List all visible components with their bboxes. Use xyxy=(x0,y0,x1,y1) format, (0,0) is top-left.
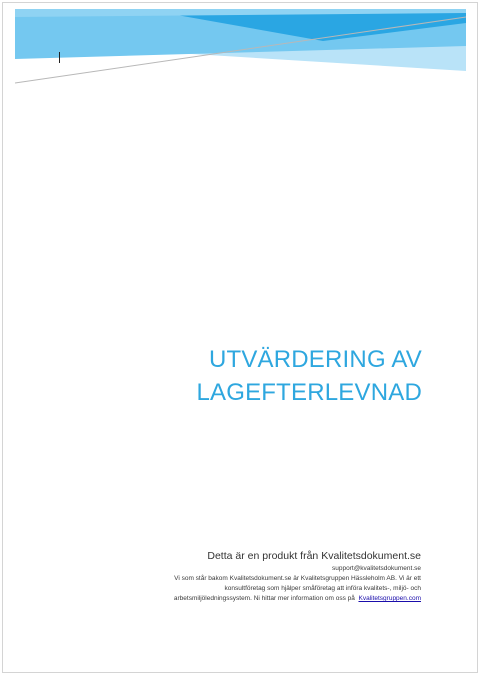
title-line-1: UTVÄRDERING AV xyxy=(208,346,422,373)
about-line-3 xyxy=(101,594,421,604)
support-email: support@kvalitetsdokument.se xyxy=(332,565,421,572)
kvalitetsgruppen-link[interactable]: Kvalitetsgruppen.com xyxy=(358,595,421,602)
header-banner xyxy=(3,3,479,93)
document-page[interactable] xyxy=(2,2,478,673)
text-cursor xyxy=(59,52,60,63)
title-line-2: LAGEFTERLEVNAD xyxy=(196,379,422,406)
about-line-2: konsultföretag som hjälper småföretag att införa kvalitets-, miljö- och xyxy=(224,585,421,592)
document-footer xyxy=(101,549,421,604)
about-line-3-text: arbetsmiljöledningssystem. Ni hittar mer information om oss på xyxy=(173,595,359,602)
document-title xyxy=(196,343,422,409)
about-line-1: Vi som står bakom Kvalitetsdokument.se är Kvalitetsgruppen Hässleholm AB. Vi är ett xyxy=(174,575,421,582)
product-line: Detta är en produkt från Kvalitetsdokument.se xyxy=(207,550,421,562)
